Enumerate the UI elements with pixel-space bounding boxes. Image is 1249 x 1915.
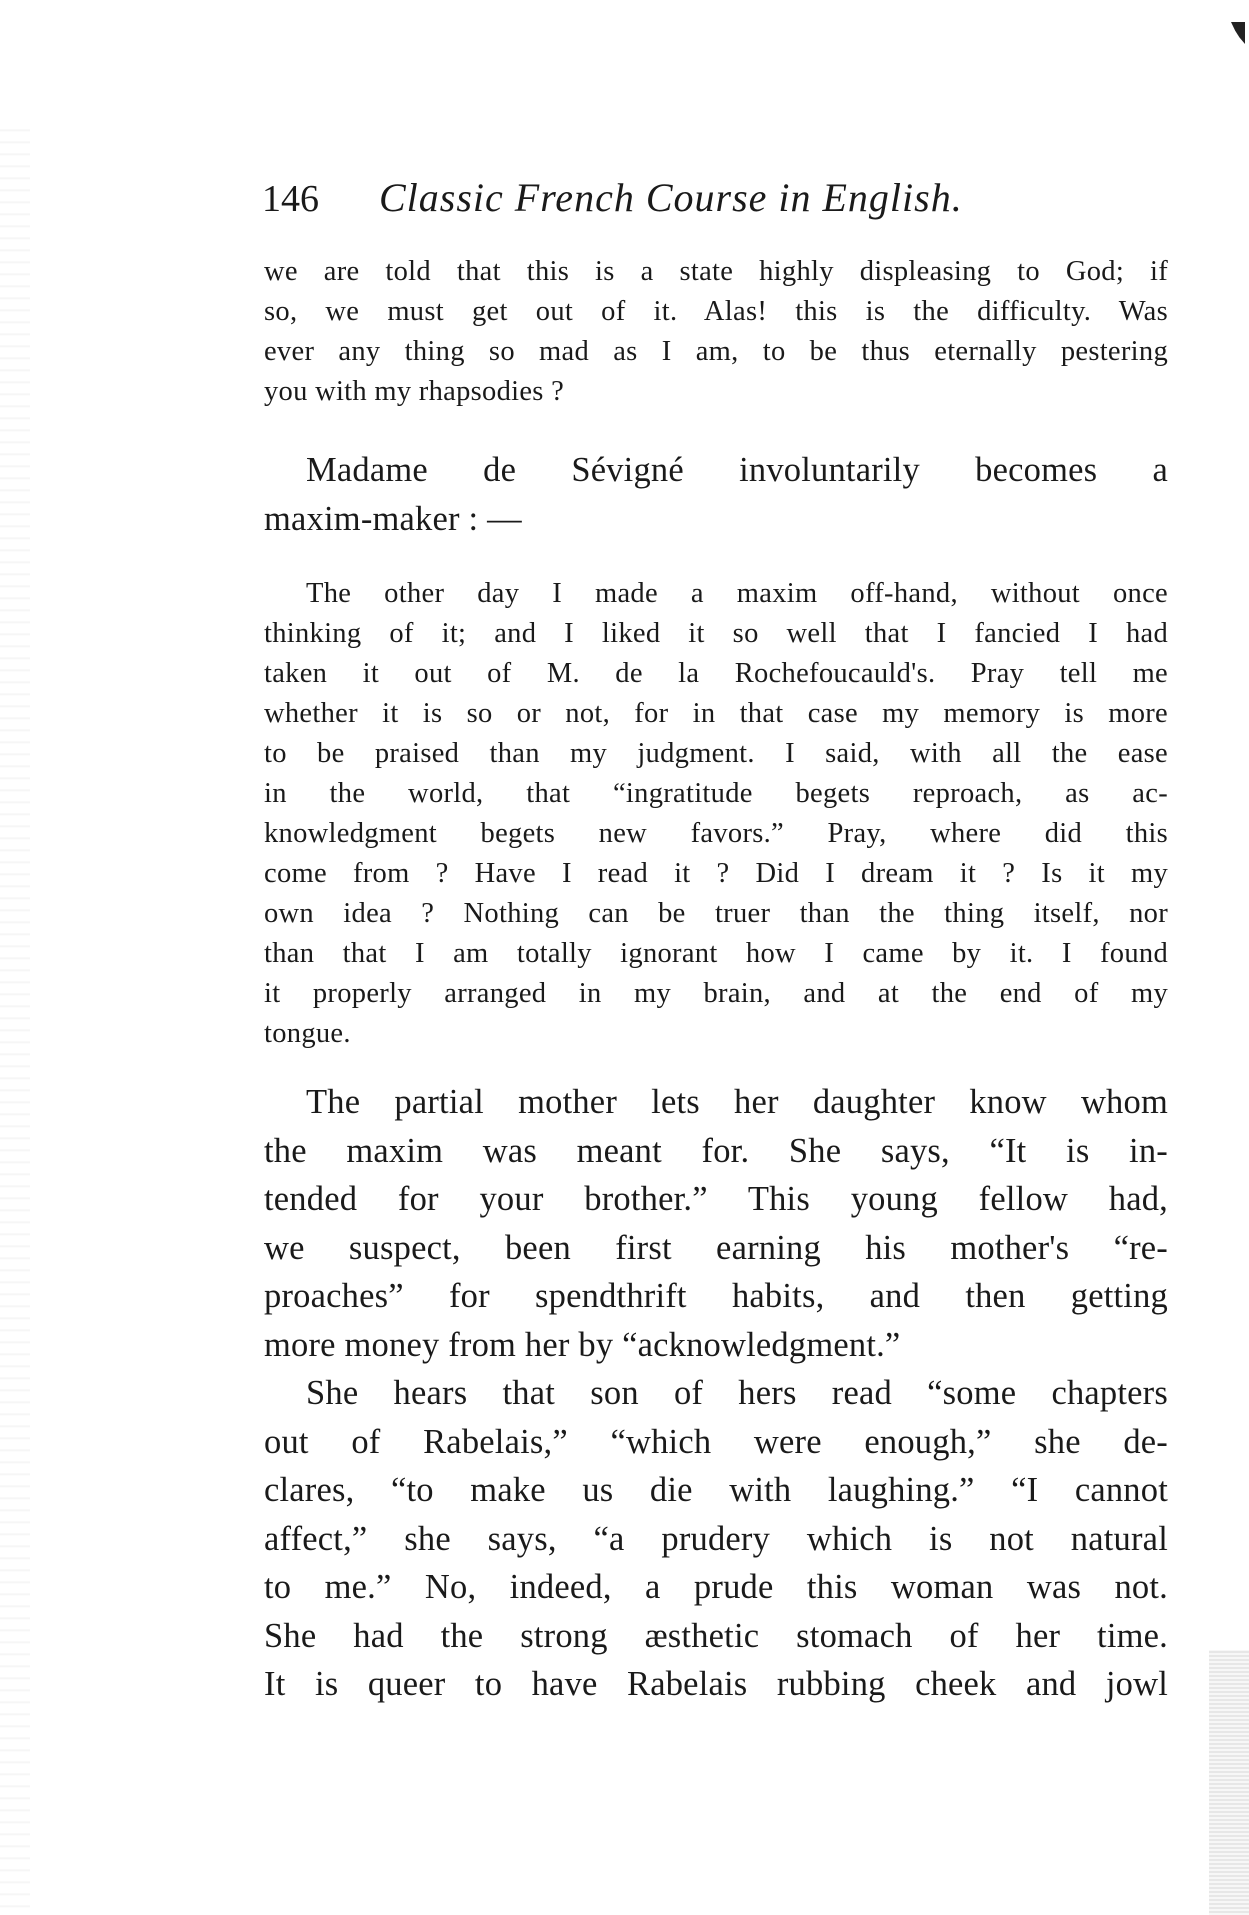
text-line: so, we must get out of it. Alas! this is the difficulty. Was <box>264 296 1168 327</box>
text-line: tended for your brother.” This young fellow had, <box>264 1180 1168 1218</box>
text-line: more money from her by “acknowledgment.” <box>264 1325 901 1364</box>
maxim-quote-paragraph <box>264 574 1168 1054</box>
scan-margin-shadow-right <box>1209 1650 1249 1915</box>
intro-maxim-paragraph <box>264 446 1168 543</box>
text-line: to be praised than my judgment. I said, with all the ease <box>264 738 1168 769</box>
text-line: ever any thing so mad as I am, to be thus eternally pestering <box>264 336 1168 367</box>
text-line: proaches” for spendthrift habits, and then getting <box>264 1277 1168 1315</box>
running-title: Classic French Course in English. <box>379 175 963 220</box>
text-line: it properly arranged in my brain, and at the end of my <box>264 978 1168 1009</box>
page-number: 146 <box>262 178 319 220</box>
text-line: taken it out of M. de la Rochefoucauld's. Pray tell me <box>264 658 1168 689</box>
text-line: The partial mother lets her daughter know whom <box>306 1083 1168 1121</box>
text-line: to me.” No, indeed, a prude this woman was not. <box>264 1568 1168 1606</box>
text-line: It is queer to have Rabelais rubbing cheek and jowl <box>264 1665 1168 1703</box>
text-line: She hears that son of hers read “some chapters <box>306 1374 1168 1412</box>
rabelais-paragraph <box>264 1369 1168 1709</box>
text-line: tongue. <box>264 1018 351 1049</box>
scan-corner-mark <box>1231 22 1245 44</box>
text-line: Madame de Sévigné involuntarily becomes a <box>306 451 1168 489</box>
text-line: in the world, that “ingratitude begets reproach, as ac- <box>264 778 1168 809</box>
text-line: the maxim was meant for. She says, “It is in- <box>264 1131 1168 1170</box>
page-header <box>262 168 1172 228</box>
scan-margin-shadow-left <box>0 120 30 1915</box>
text-line: She had the strong æsthetic stomach of her time. <box>264 1616 1168 1655</box>
text-line: out of Rabelais,” “which were enough,” she de- <box>264 1422 1168 1461</box>
text-line: maxim-maker : — <box>264 499 522 538</box>
text-line: The other day I made a maxim off-hand, without once <box>306 578 1168 609</box>
text-line: whether it is so or not, for in that case my memory is more <box>264 698 1168 729</box>
text-line: we are told that this is a state highly displeasing to God; if <box>264 256 1168 287</box>
text-line: we suspect, been first earning his mother's “re- <box>264 1228 1168 1267</box>
partial-mother-paragraph <box>264 1078 1168 1369</box>
text-line: affect,” she says, “a prudery which is not natural <box>264 1519 1168 1558</box>
text-line: thinking of it; and I liked it so well that I fancied I had <box>264 618 1168 649</box>
text-line: come from ? Have I read it ? Did I dream it ? Is it my <box>264 858 1168 889</box>
text-line: than that I am totally ignorant how I came by it. I found <box>264 938 1168 969</box>
text-line: clares, “to make us die with laughing.” “I cannot <box>264 1471 1168 1509</box>
text-line: knowledgment begets new favors.” Pray, where did this <box>264 818 1168 849</box>
quote-continuation-paragraph <box>264 252 1168 412</box>
text-line: you with my rhapsodies ? <box>264 376 565 407</box>
text-line: own idea ? Nothing can be truer than the thing itself, nor <box>264 898 1168 929</box>
